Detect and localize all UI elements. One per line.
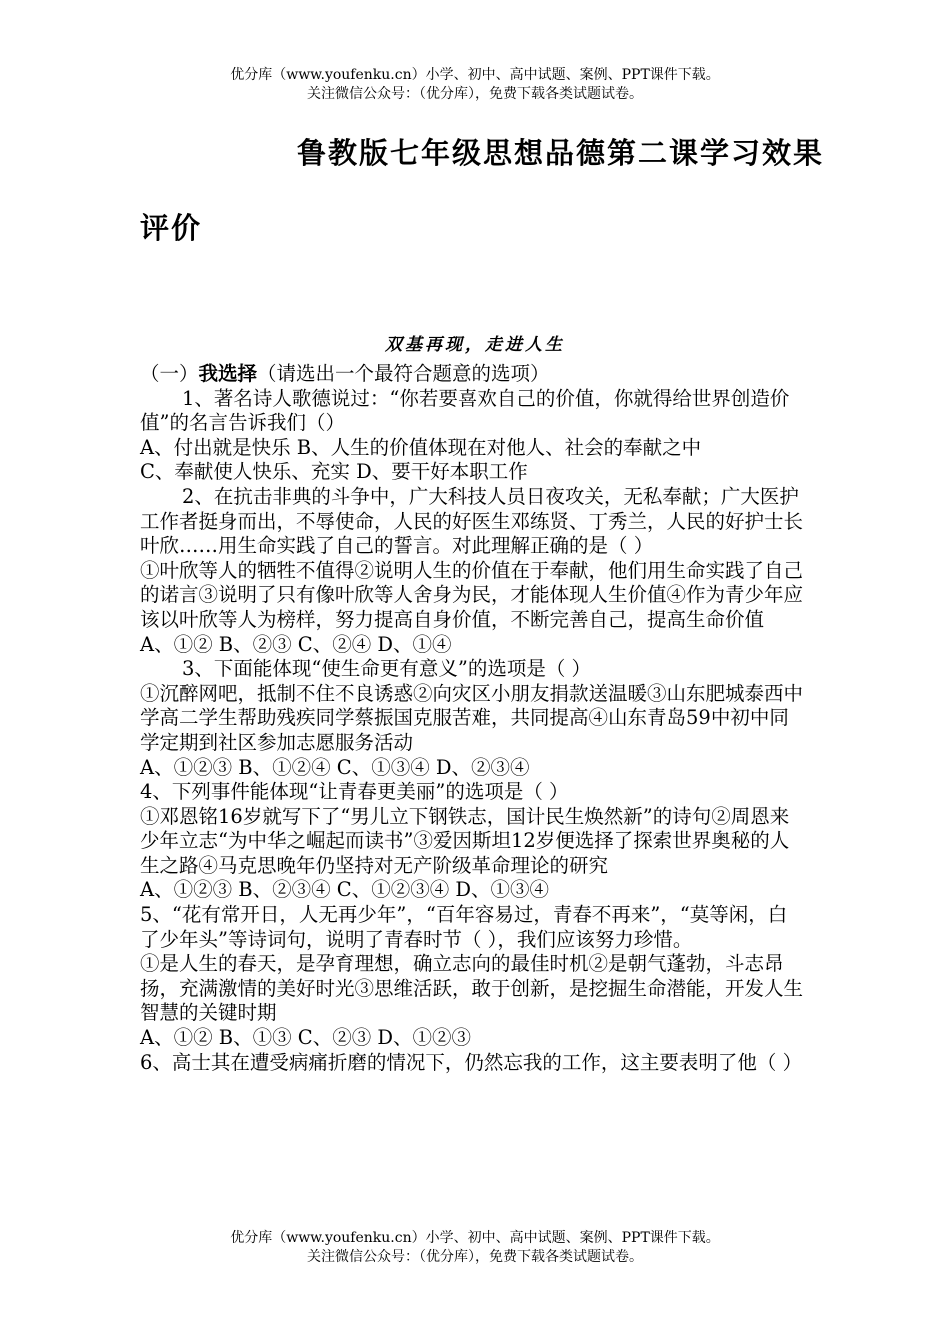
question-5-statements: ①是人生的春天，是孕育理想，确立志向的最佳时机②是朝气蓬勃，斗志昂扬，充满激情的美好时光③思维活跃，敢于创新，是挖掘生命潜能，开发人生智慧的关键时期 [140,952,804,1025]
question-3: 3、下面能体现“使生命更有意义”的选项是（ ） [182,657,592,681]
page-footer-line-2: 关注微信公众号：（优分库），免费下载各类试题试卷。 [307,1249,643,1265]
question-2: 2、在抗击非典的斗争中，广大科技人员日夜攻关，无私奉献；广大医护工作者挺身而出，不辱使命，人民的好医生邓练贤、丁秀兰，人民的好护士长叶欣……用生命实践了自己的誓言。对此理解正确的是（ ） [140,484,804,558]
question-2-statements: ①叶欣等人的牺牲不值得②说明人生的价值在于奉献，他们用生命实践了自己的诺言③说明了只有像叶欣等人舍身为民，才能体现人生价值④作为青少年应该以叶欣等人为榜样，努力提高自身价值，不断完善自己，提高生命价值 [140,558,804,631]
section-heading: 双基再现，走进人生 [385,335,565,355]
document-title-line-1: 鲁教版七年级思想品德第二课学习效果 [297,136,825,170]
question-4-statements: ①邓恩铭16岁就写下了“男儿立下钢铁志，国计民生焕然新”的诗句②周恩来少年立志“为中华之崛起而读书”③爱因斯坦12岁便选择了探索世界奥秘的人生之路④马克思晚年仍坚持对无产阶级革命理论的研究 [140,804,790,877]
part-note: （请选出一个最符合题意的选项） [257,362,550,385]
part-label: 我选择 [198,362,258,385]
part-heading [140,362,805,387]
page-footer-line-1: 优分库（www.youfenku.cn）小学、初中、高中试题、案例、PPT课件下载。 [230,1230,720,1246]
question-2-options: A、①② B、②③ C、②④ D、①④ [140,632,452,656]
page-header-line-1: 优分库（www.youfenku.cn）小学、初中、高中试题、案例、PPT课件下载。 [230,67,720,83]
question-3-options: A、①②③ B、①②④ C、①③④ D、②③④ [140,755,530,779]
question-4-options: A、①②③ B、②③④ C、①②③④ D、①③④ [140,878,550,902]
question-1-options-a: A、付出就是快乐 B、人生的价值体现在对他人、社会的奉献之中 [140,435,702,459]
part-prefix: （一） [140,362,199,385]
question-6: 6、高士其在遭受病痛折磨的情况下，仍然忘我的工作，这主要表明了他（ ） [140,1050,803,1074]
question-3-statements: ①沉醉网吧，抵制不住不良诱惑②向灾区小朋友捐款送温暖③山东肥城泰西中学高二学生帮助残疾同学蔡振国克服苦难，共同提高④山东青岛59中初中同学定期到社区参加志愿服务活动 [140,681,804,754]
question-1: 1、著名诗人歌德说过：“你若要喜欢自己的价值，你就得给世界创造价值”的名言告诉我们（） [140,386,790,435]
question-1-options-c: C、奉献使人快乐、充实 D、要干好本职工作 [140,460,528,484]
question-5: 5、“花有常开日，人无再少年”，“百年容易过，青春不再来”，“莫等闲，白了少年头”等诗词句，说明了青春时节（ ），我们应该努力珍惜。 [140,903,788,951]
page-header-line-2: 关注微信公众号：（优分库），免费下载各类试题试卷。 [307,86,643,102]
question-5-options: A、①② B、①③ C、②③ D、①②③ [140,1026,472,1050]
question-4: 4、下列事件能体现“让青春更美丽”的选项是（ ） [140,780,569,804]
document-title-line-2: 评价 [140,211,203,245]
question-body [140,362,805,1075]
